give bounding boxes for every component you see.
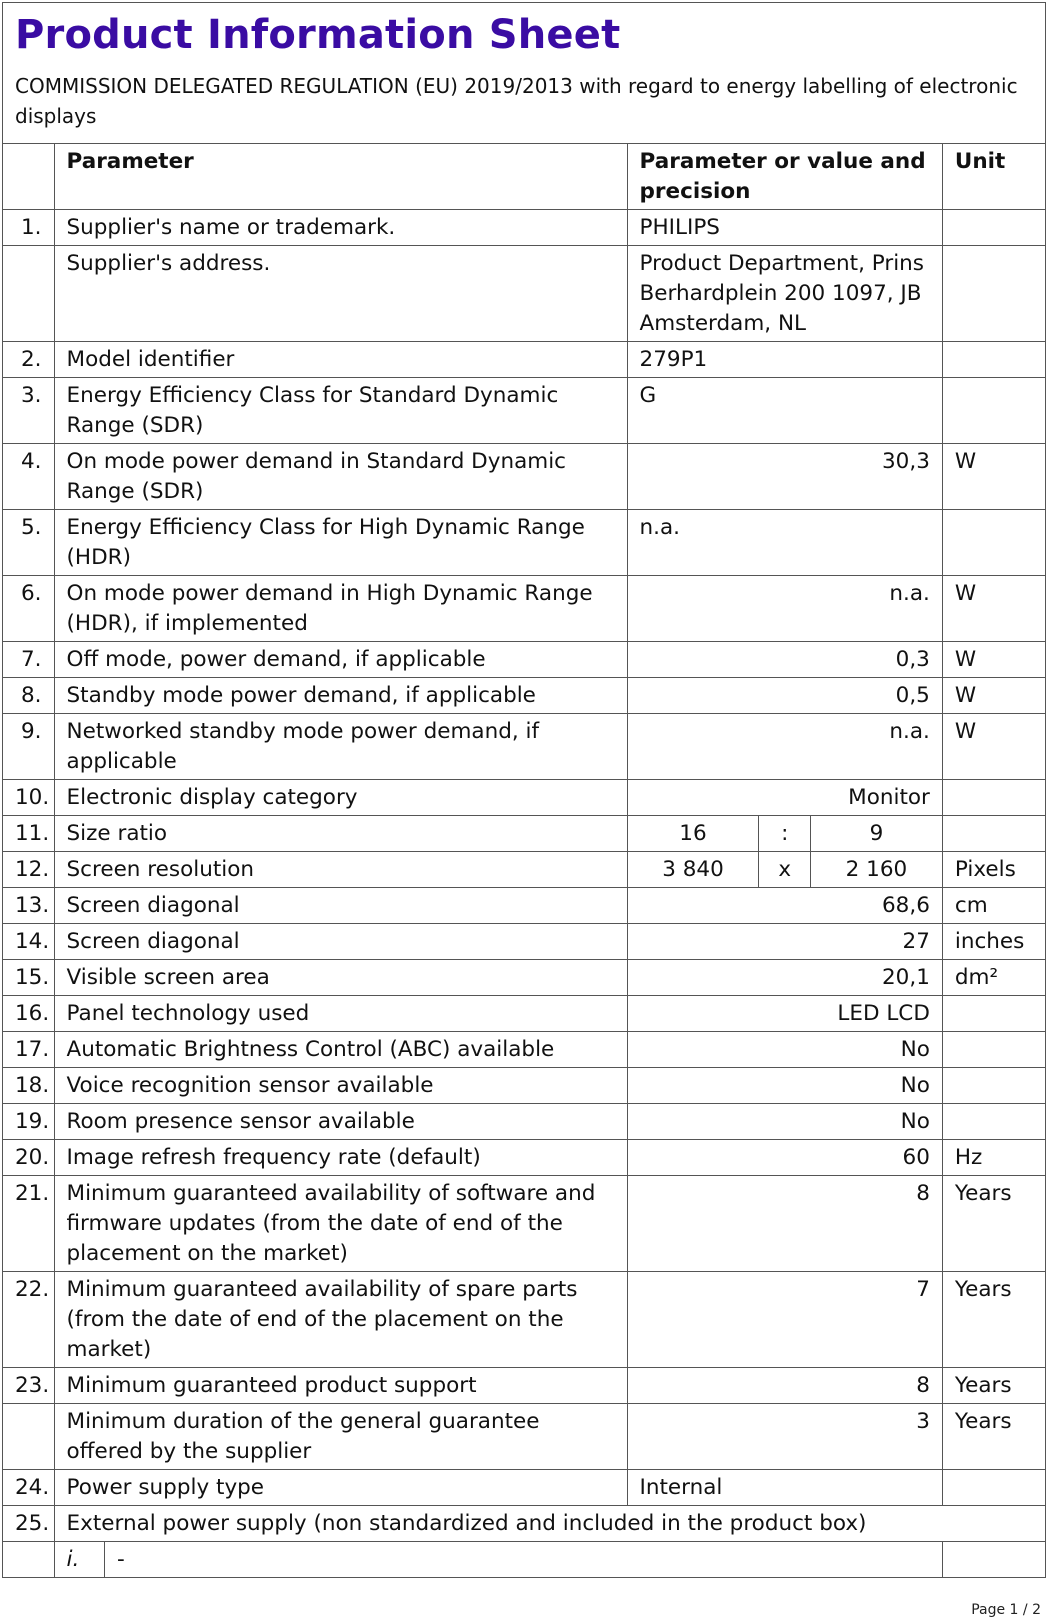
row-parameter: Power supply type	[54, 1470, 627, 1506]
table-row	[3, 1542, 1046, 1578]
row-number: 9.	[3, 714, 55, 780]
row-number: 1.	[3, 210, 55, 246]
ratio-separator: :	[759, 816, 811, 852]
row-parameter: Screen diagonal	[54, 924, 627, 960]
row-value: Monitor	[627, 780, 942, 816]
row-unit-empty	[942, 1542, 1045, 1578]
table-row	[3, 1104, 1046, 1140]
sub-row-value: -	[117, 1547, 125, 1572]
table-row	[3, 888, 1046, 924]
row-value: 68,6	[627, 888, 942, 924]
row-unit	[942, 1068, 1045, 1104]
row-parameter: Automatic Brightness Control (ABC) available	[54, 1032, 627, 1068]
ratio-first-value: 16	[627, 816, 759, 852]
row-parameter: Room presence sensor available	[54, 1104, 627, 1140]
row-value: No	[627, 1104, 942, 1140]
sub-row	[54, 1542, 942, 1578]
row-parameter: On mode power demand in Standard Dynamic Range (SDR)	[54, 444, 627, 510]
row-number: 22.	[3, 1272, 55, 1368]
row-number: 14.	[3, 924, 55, 960]
row-value: Product Department, Prins Berhardplein 200 1097, JB Amsterdam, NL	[627, 246, 942, 342]
row-parameter: Minimum guaranteed product support	[54, 1368, 627, 1404]
row-unit: Years	[942, 1272, 1045, 1368]
sub-row-number: i.	[55, 1542, 105, 1577]
row-unit: inches	[942, 924, 1045, 960]
header-parameter: Parameter	[54, 144, 627, 210]
row-unit: W	[942, 642, 1045, 678]
row-number: 17.	[3, 1032, 55, 1068]
product-information-sheet	[2, 2, 1046, 1578]
row-value: 279P1	[627, 342, 942, 378]
table-row	[3, 714, 1046, 780]
table-row	[3, 1404, 1046, 1470]
table-row	[3, 642, 1046, 678]
row-number: 4.	[3, 444, 55, 510]
row-number: 20.	[3, 1140, 55, 1176]
table-row	[3, 1272, 1046, 1368]
table-row	[3, 1470, 1046, 1506]
row-parameter: On mode power demand in High Dynamic Range (HDR), if implemented	[54, 576, 627, 642]
row-value: No	[627, 1032, 942, 1068]
table-row	[3, 960, 1046, 996]
table-row	[3, 816, 1046, 852]
row-value: n.a.	[627, 714, 942, 780]
row-unit	[942, 996, 1045, 1032]
row-value: 8	[627, 1176, 942, 1272]
row-number: 11.	[3, 816, 55, 852]
row-parameter: Screen resolution	[54, 852, 627, 888]
table-row	[3, 678, 1046, 714]
table-row	[3, 378, 1046, 444]
row-value: 60	[627, 1140, 942, 1176]
row-number: 10.	[3, 780, 55, 816]
table-row	[3, 1032, 1046, 1068]
row-parameter: Minimum guaranteed availability of spare parts (from the date of end of the placement on the market)	[54, 1272, 627, 1368]
row-unit: W	[942, 678, 1045, 714]
page-subtitle: COMMISSION DELEGATED REGULATION (EU) 2019/2013 with regard to energy labelling of electronic displays	[15, 74, 1018, 128]
row-value: 3	[627, 1404, 942, 1470]
row-unit: W	[942, 444, 1045, 510]
row-unit	[942, 1104, 1045, 1140]
row-unit: dm²	[942, 960, 1045, 996]
row-value: No	[627, 1068, 942, 1104]
row-value: 20,1	[627, 960, 942, 996]
row-unit: W	[942, 576, 1045, 642]
row-number: 21.	[3, 1176, 55, 1272]
row-unit: Years	[942, 1368, 1045, 1404]
row-unit	[942, 378, 1045, 444]
table-row	[3, 996, 1046, 1032]
row-value: PHILIPS	[627, 210, 942, 246]
row-unit: Hz	[942, 1140, 1045, 1176]
row-parameter: Networked standby mode power demand, if applicable	[54, 714, 627, 780]
sub-table	[55, 1542, 942, 1577]
table-row	[3, 210, 1046, 246]
ratio-second-value: 9	[810, 816, 942, 852]
row-parameter: Minimum guaranteed availability of software and firmware updates (from the date of end of the placement on the market)	[54, 1176, 627, 1272]
table-row	[3, 510, 1046, 576]
row-unit	[942, 1470, 1045, 1506]
row-parameter: Energy Efficiency Class for High Dynamic Range (HDR)	[54, 510, 627, 576]
row-number: 13.	[3, 888, 55, 924]
row-number: 15.	[3, 960, 55, 996]
row-unit	[942, 246, 1045, 342]
row-parameter: Off mode, power demand, if applicable	[54, 642, 627, 678]
row-number: 25.	[3, 1506, 55, 1542]
row-value: 8	[627, 1368, 942, 1404]
page-number: Page 1 / 2	[971, 1602, 1041, 1618]
row-unit: Years	[942, 1176, 1045, 1272]
row-number	[3, 246, 55, 342]
row-number: 23.	[3, 1368, 55, 1404]
row-unit: Years	[942, 1404, 1045, 1470]
table-row	[3, 444, 1046, 510]
row-number: 6.	[3, 576, 55, 642]
row-parameter: Standby mode power demand, if applicable	[54, 678, 627, 714]
row-number	[3, 1404, 55, 1470]
row-number: 5.	[3, 510, 55, 576]
row-parameter: Supplier's name or trademark.	[54, 210, 627, 246]
row-parameter: Image refresh frequency rate (default)	[54, 1140, 627, 1176]
row-parameter: Electronic display category	[54, 780, 627, 816]
table-row	[3, 342, 1046, 378]
row-number: 7.	[3, 642, 55, 678]
row-parameter: Energy Efficiency Class for Standard Dynamic Range (SDR)	[54, 378, 627, 444]
table-row	[3, 924, 1046, 960]
row-parameter: External power supply (non standardized and included in the product box)	[54, 1506, 1045, 1542]
resolution-separator: x	[759, 852, 811, 888]
table-row	[3, 1068, 1046, 1104]
row-number: 19.	[3, 1104, 55, 1140]
row-parameter: Visible screen area	[54, 960, 627, 996]
row-unit	[942, 210, 1045, 246]
table-row	[3, 852, 1046, 888]
row-parameter: Model identifier	[54, 342, 627, 378]
row-value: 7	[627, 1272, 942, 1368]
row-unit	[942, 1032, 1045, 1068]
resolution-horizontal: 3 840	[627, 852, 759, 888]
header-value: Parameter or value and precision	[627, 144, 942, 210]
row-unit	[942, 816, 1045, 852]
row-parameter: Voice recognition sensor available	[54, 1068, 627, 1104]
row-unit: cm	[942, 888, 1045, 924]
row-number: 3.	[3, 378, 55, 444]
row-unit: W	[942, 714, 1045, 780]
table-header-row	[3, 144, 1046, 210]
row-value: n.a.	[627, 510, 942, 576]
row-number: 18.	[3, 1068, 55, 1104]
table-row	[3, 1506, 1046, 1542]
row-number: 8.	[3, 678, 55, 714]
table-row	[3, 246, 1046, 342]
table-row	[3, 780, 1046, 816]
row-unit	[942, 342, 1045, 378]
header-unit: Unit	[942, 144, 1045, 210]
row-number: 16.	[3, 996, 55, 1032]
resolution-vertical: 2 160	[810, 852, 942, 888]
row-parameter: Panel technology used	[54, 996, 627, 1032]
row-number-empty	[3, 1542, 55, 1578]
table-row	[3, 1176, 1046, 1272]
sheet-header	[2, 2, 1046, 143]
table-row	[3, 1368, 1046, 1404]
row-parameter: Screen diagonal	[54, 888, 627, 924]
row-number: 12.	[3, 852, 55, 888]
table-row	[3, 1140, 1046, 1176]
row-value: 0,3	[627, 642, 942, 678]
row-parameter: Supplier's address.	[54, 246, 627, 342]
row-value: n.a.	[627, 576, 942, 642]
row-value: 27	[627, 924, 942, 960]
row-value: 30,3	[627, 444, 942, 510]
row-parameter: Minimum duration of the general guarantee offered by the supplier	[54, 1404, 627, 1470]
parameter-table	[2, 143, 1046, 1578]
row-unit: Pixels	[942, 852, 1045, 888]
page-title: Product Information Sheet	[15, 12, 621, 58]
row-unit	[942, 780, 1045, 816]
header-number-cell	[3, 144, 55, 210]
row-parameter: Size ratio	[54, 816, 627, 852]
row-value: 0,5	[627, 678, 942, 714]
row-value: Internal	[627, 1470, 942, 1506]
row-unit	[942, 510, 1045, 576]
row-value: G	[627, 378, 942, 444]
row-number: 24.	[3, 1470, 55, 1506]
row-value: LED LCD	[627, 996, 942, 1032]
table-row	[3, 576, 1046, 642]
row-number: 2.	[3, 342, 55, 378]
